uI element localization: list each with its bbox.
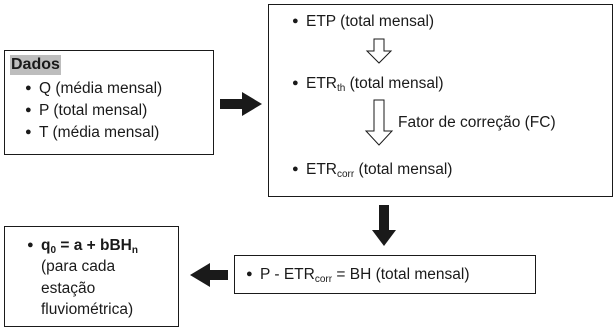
regression-note-1: (para cada [41, 258, 116, 275]
hollow-down-arrow-2 [366, 100, 392, 145]
dados-item-q: ● Q (média mensal) [25, 80, 163, 97]
dados-item-p: ● P (total mensal) [25, 102, 148, 119]
dados-title: Dados [11, 56, 60, 73]
bullet-icon: ● [27, 239, 34, 251]
etr-th-line: ● $ETR_{th}$ (total mensal) [292, 75, 444, 94]
dados-item-t: ● T (média mensal) [25, 124, 160, 141]
bullet-icon: ● [292, 77, 299, 89]
etp-line: ● ETP (total mensal) [292, 13, 435, 30]
regression-note-2: estação [41, 280, 96, 297]
regression-equation: ● $q_0 = a + bBH_n$ [27, 237, 138, 256]
right-arrow [220, 92, 262, 116]
down-arrow [372, 205, 396, 246]
bh-equation: ● P - $ETR_{corr}$ = BH (total mensal) [246, 266, 470, 285]
regression-note-3: fluviométrica) [41, 301, 134, 318]
bullet-icon: ● [25, 126, 32, 138]
bullet-icon: ● [246, 268, 253, 280]
hollow-down-arrow-1 [367, 39, 391, 63]
correction-factor-label: Fator de correção (FC) [398, 114, 556, 131]
bullet-icon: ● [292, 163, 299, 175]
bullet-icon: ● [292, 15, 299, 27]
etr-corr-line: ● $ETR_{corr}$ (total mensal) [292, 161, 453, 180]
left-arrow [190, 263, 228, 287]
bullet-icon: ● [25, 104, 32, 116]
bullet-icon: ● [25, 82, 32, 94]
